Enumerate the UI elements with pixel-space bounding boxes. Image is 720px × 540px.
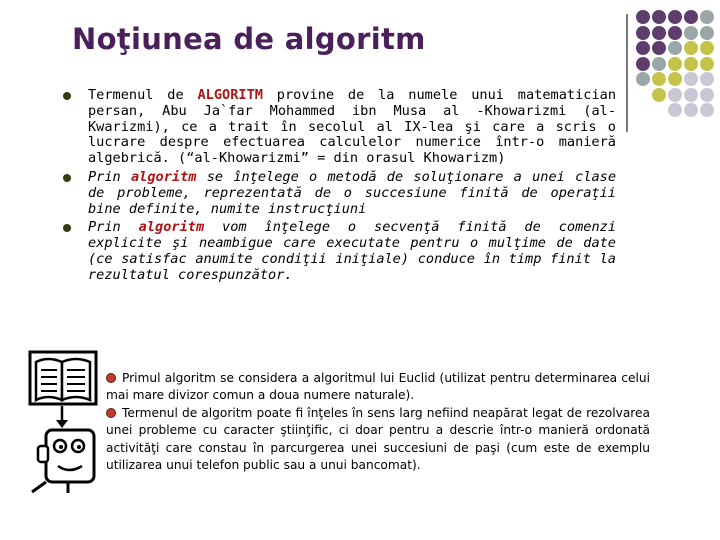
- decorative-dot: [684, 103, 698, 117]
- decorative-dot: [652, 57, 666, 71]
- bullet-item-definition-1: [60, 170, 616, 217]
- decorative-dot: [636, 26, 650, 40]
- bullet-item-etymology: [60, 88, 616, 167]
- bullet-dot-icon: [63, 92, 71, 100]
- keyword-algoritm: ALGORITM: [197, 87, 263, 103]
- decorative-dot: [652, 26, 666, 40]
- bullet-text: vom înţelege o secvenţă finită de comenzi explicite şi neambigue care executate pentru o mulţime de date (ce satisfac anumite condiţii iniţiale) conduce în timp finit la rezultatul corespunzător.: [88, 219, 617, 283]
- decorative-dot: [668, 26, 682, 40]
- decorative-dot: [700, 57, 714, 71]
- bullet-text: provine de la numele unui matematician persan, Abu Ja`far Mohammed ibn Musa al -Khowarizmi (al-Kwarizmi), ce a trait în secolul al IX-lea şi care a scris o lucrare despre efectuarea calculelor numerice într-o manieră algebrică. (“al-Khowarizmi” = din orasul Khowarizm): [88, 87, 616, 167]
- decorative-dot: [700, 41, 714, 55]
- decorative-dot: [684, 57, 698, 71]
- decorative-dot: [700, 88, 714, 102]
- decorative-dot: [684, 26, 698, 40]
- decorative-dot: [652, 10, 666, 24]
- decorative-dot: [684, 10, 698, 24]
- book-reader-icon: [28, 350, 98, 495]
- note-item-euclid: [106, 370, 650, 405]
- decorative-dot: [652, 72, 666, 86]
- decorative-dot: [684, 41, 698, 55]
- decorative-dot: [636, 10, 650, 24]
- decorative-dot: [668, 41, 682, 55]
- bullet-item-definition-2: [60, 220, 616, 283]
- note-text: Primul algoritm se considera a algoritmul lui Euclid (utilizat pentru determinarea celui mai mare divizor comun a doua numere naturale).: [106, 371, 650, 403]
- bullet-dot-icon: [63, 174, 71, 182]
- decorative-dot: [684, 88, 698, 102]
- decorative-dot: [652, 88, 666, 102]
- decorative-dot: [636, 72, 650, 86]
- bullet-text: se înţelege o metodă de soluţionare a unei clase de probleme, reprezentată de o succesiune finită de operaţii bine definite, numite instrucţiuni: [88, 168, 616, 217]
- dot-grid-decoration: [636, 10, 720, 120]
- decorative-vertical-line: [626, 14, 628, 132]
- decorative-dot: [668, 10, 682, 24]
- keyword-algoritm: algoritm: [138, 219, 205, 236]
- decorative-dot: [636, 57, 650, 71]
- note-item-broad-sense: [106, 405, 650, 475]
- bullet-dot-icon: [106, 408, 116, 418]
- decorative-dot: [668, 88, 682, 102]
- decorative-dot: [668, 57, 682, 71]
- bullet-dot-icon: [106, 373, 116, 383]
- bullet-text: Termenul de: [88, 87, 198, 103]
- note-text: Termenul de algoritm poate fi înţeles în sens larg nefiind neapărat legat de rezolvarea unei probleme cu caracter ştiinţific, ci doar pentru a descrie într-o manieră ordonată activităţi care constau în parcurgerea unei succesiuni de paşi (cum este de exemplu utilizarea unui telefon public sau a unui bancomat).: [106, 405, 650, 473]
- slide-title: Noţiunea de algoritm: [72, 22, 426, 56]
- bullet-text: Prin: [88, 219, 139, 236]
- decorative-dot: [700, 72, 714, 86]
- bullet-text: Prin: [88, 168, 131, 185]
- decorative-dot: [636, 41, 650, 55]
- notes-section: [106, 370, 650, 474]
- keyword-algoritm: algoritm: [130, 168, 197, 185]
- bullet-dot-icon: [63, 224, 71, 232]
- decorative-dot: [652, 41, 666, 55]
- decorative-dot: [684, 72, 698, 86]
- decorative-dot: [700, 10, 714, 24]
- definition-bullets: [60, 88, 616, 284]
- decorative-dot: [700, 26, 714, 40]
- decorative-dot: [668, 72, 682, 86]
- decorative-dot: [700, 103, 714, 117]
- decorative-dot: [668, 103, 682, 117]
